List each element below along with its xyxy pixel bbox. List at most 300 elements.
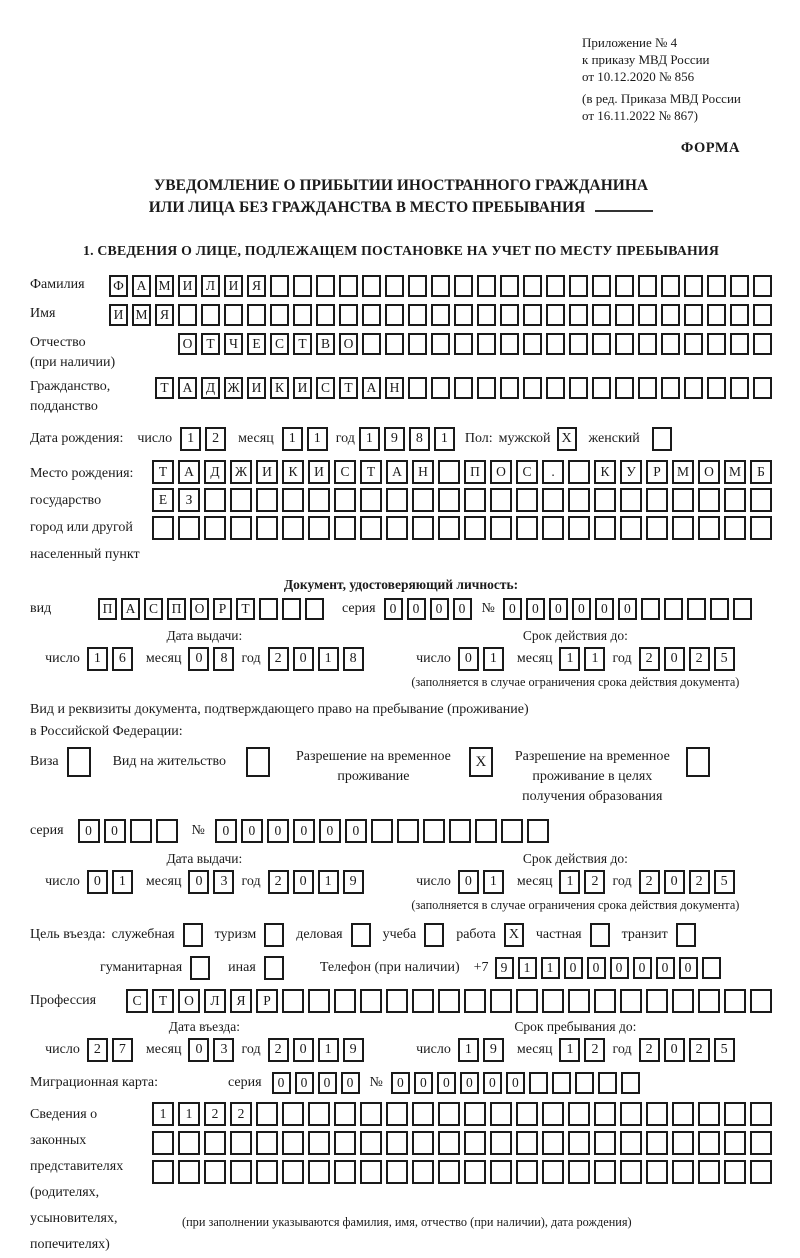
form-cell[interactable]: 1	[483, 647, 504, 671]
form-cell[interactable]	[308, 989, 330, 1013]
form-cell[interactable]	[360, 488, 382, 512]
form-cell[interactable]	[464, 488, 486, 512]
form-cell[interactable]	[724, 1160, 746, 1184]
form-cell[interactable]: 1	[152, 1102, 174, 1126]
form-cell[interactable]	[256, 1131, 278, 1155]
form-cell[interactable]: 1	[318, 647, 339, 671]
form-cell[interactable]	[750, 516, 772, 540]
form-cell[interactable]	[454, 377, 473, 399]
form-cell[interactable]: Т	[339, 377, 358, 399]
form-cell[interactable]: А	[178, 460, 200, 484]
form-cell[interactable]	[201, 304, 220, 326]
purpose-humanitarian-checkbox[interactable]	[190, 956, 210, 980]
doc-series-cells[interactable]	[384, 598, 472, 620]
form-cell[interactable]: 0	[483, 1072, 502, 1094]
form-cell[interactable]: 1	[559, 647, 580, 671]
surname-cells[interactable]	[109, 275, 772, 297]
form-cell[interactable]	[733, 598, 752, 620]
form-cell[interactable]	[546, 275, 565, 297]
form-cell[interactable]	[568, 1102, 590, 1126]
form-cell[interactable]: О	[698, 460, 720, 484]
form-cell[interactable]: А	[121, 598, 140, 620]
form-cell[interactable]: 5	[714, 870, 735, 894]
form-cell[interactable]: 0	[319, 819, 341, 843]
form-cell[interactable]	[592, 333, 611, 355]
form-cell[interactable]	[620, 1131, 642, 1155]
purpose-study-checkbox[interactable]	[424, 923, 444, 947]
form-cell[interactable]: 0	[549, 598, 568, 620]
form-cell[interactable]	[386, 989, 408, 1013]
form-cell[interactable]	[516, 1160, 538, 1184]
form-cell[interactable]: 1	[559, 1038, 580, 1062]
form-cell[interactable]	[423, 819, 445, 843]
form-cell[interactable]: 0	[503, 598, 522, 620]
form-cell[interactable]: М	[672, 460, 694, 484]
form-cell[interactable]: 9	[343, 870, 364, 894]
form-cell[interactable]	[178, 304, 197, 326]
form-cell[interactable]	[724, 488, 746, 512]
patronymic-cells[interactable]	[178, 333, 772, 355]
form-cell[interactable]: 2	[584, 870, 605, 894]
form-cell[interactable]	[282, 488, 304, 512]
entry-month-cells[interactable]	[188, 1038, 234, 1062]
form-cell[interactable]: Я	[247, 275, 266, 297]
form-cell[interactable]	[152, 1160, 174, 1184]
form-cell[interactable]: 1	[559, 870, 580, 894]
form-cell[interactable]	[490, 989, 512, 1013]
form-cell[interactable]: 1	[178, 1102, 200, 1126]
entry-day-cells[interactable]	[87, 1038, 133, 1062]
form-cell[interactable]	[500, 304, 519, 326]
form-cell[interactable]: 0	[295, 1072, 314, 1094]
form-cell[interactable]: И	[256, 460, 278, 484]
res-expiry-month-cells[interactable]	[559, 870, 605, 894]
form-cell[interactable]	[334, 1102, 356, 1126]
form-cell[interactable]	[638, 304, 657, 326]
form-cell[interactable]: К	[270, 377, 289, 399]
form-cell[interactable]: 1	[180, 427, 201, 451]
form-cell[interactable]: 0	[618, 598, 637, 620]
purpose-private-checkbox[interactable]	[590, 923, 610, 947]
residence-permit-checkbox[interactable]	[246, 747, 270, 777]
form-cell[interactable]	[178, 1160, 200, 1184]
form-cell[interactable]	[230, 516, 252, 540]
form-cell[interactable]	[256, 488, 278, 512]
form-cell[interactable]	[270, 304, 289, 326]
form-cell[interactable]	[282, 1160, 304, 1184]
birth-year-cells[interactable]	[359, 427, 455, 451]
res-expiry-year-cells[interactable]	[639, 870, 735, 894]
form-cell[interactable]	[620, 516, 642, 540]
form-cell[interactable]	[753, 333, 772, 355]
form-cell[interactable]: 0	[272, 1072, 291, 1094]
form-cell[interactable]	[620, 488, 642, 512]
form-cell[interactable]: 5	[714, 1038, 735, 1062]
form-cell[interactable]: 1	[458, 1038, 479, 1062]
form-cell[interactable]	[339, 304, 358, 326]
purpose-transit-checkbox[interactable]	[676, 923, 696, 947]
sex-male-checkbox[interactable]: X	[557, 427, 577, 451]
form-cell[interactable]	[408, 304, 427, 326]
form-cell[interactable]	[684, 333, 703, 355]
form-cell[interactable]	[750, 488, 772, 512]
stay-day-cells[interactable]	[458, 1038, 504, 1062]
form-cell[interactable]: П	[167, 598, 186, 620]
form-cell[interactable]	[516, 516, 538, 540]
form-cell[interactable]	[529, 1072, 548, 1094]
form-cell[interactable]	[568, 1131, 590, 1155]
form-cell[interactable]: 0	[293, 1038, 314, 1062]
form-cell[interactable]: 0	[595, 598, 614, 620]
form-cell[interactable]	[638, 377, 657, 399]
form-cell[interactable]	[431, 275, 450, 297]
form-cell[interactable]	[724, 989, 746, 1013]
form-cell[interactable]	[594, 488, 616, 512]
form-cell[interactable]	[282, 1131, 304, 1155]
form-cell[interactable]	[256, 1160, 278, 1184]
form-cell[interactable]	[730, 304, 749, 326]
form-cell[interactable]	[362, 333, 381, 355]
form-cell[interactable]: 2	[639, 1038, 660, 1062]
doc-kind-cells[interactable]	[98, 598, 324, 620]
form-cell[interactable]	[568, 989, 590, 1013]
form-cell[interactable]	[594, 1131, 616, 1155]
form-cell[interactable]	[256, 516, 278, 540]
form-cell[interactable]	[431, 377, 450, 399]
form-cell[interactable]	[646, 1131, 668, 1155]
form-cell[interactable]: Я	[155, 304, 174, 326]
form-cell[interactable]: 0	[267, 819, 289, 843]
form-cell[interactable]: С	[270, 333, 289, 355]
form-cell[interactable]	[362, 304, 381, 326]
form-cell[interactable]	[698, 1160, 720, 1184]
form-cell[interactable]	[438, 1131, 460, 1155]
form-cell[interactable]: Д	[204, 460, 226, 484]
form-cell[interactable]: Т	[201, 333, 220, 355]
form-cell[interactable]	[687, 598, 706, 620]
form-cell[interactable]	[204, 516, 226, 540]
form-cell[interactable]: Т	[155, 377, 174, 399]
legal-cells-line1[interactable]	[152, 1102, 772, 1126]
form-cell[interactable]	[750, 1102, 772, 1126]
form-cell[interactable]	[698, 1102, 720, 1126]
form-cell[interactable]: 2	[689, 870, 710, 894]
form-cell[interactable]	[308, 1131, 330, 1155]
form-cell[interactable]	[385, 333, 404, 355]
form-cell[interactable]	[408, 333, 427, 355]
form-cell[interactable]	[542, 1102, 564, 1126]
form-cell[interactable]: 2	[689, 1038, 710, 1062]
form-cell[interactable]	[490, 488, 512, 512]
form-cell[interactable]: 0	[384, 598, 403, 620]
legal-cells-line2[interactable]	[152, 1131, 772, 1155]
form-cell[interactable]	[490, 1160, 512, 1184]
form-cell[interactable]: 0	[664, 870, 685, 894]
res-expiry-day-cells[interactable]	[458, 870, 504, 894]
form-cell[interactable]	[569, 377, 588, 399]
form-cell[interactable]: 3	[213, 1038, 234, 1062]
form-cell[interactable]	[516, 488, 538, 512]
form-cell[interactable]: Е	[247, 333, 266, 355]
form-cell[interactable]	[438, 460, 460, 484]
form-cell[interactable]	[750, 989, 772, 1013]
form-cell[interactable]	[412, 1102, 434, 1126]
form-cell[interactable]: 1	[483, 870, 504, 894]
form-cell[interactable]	[130, 819, 152, 843]
expiry-year-cells[interactable]	[639, 647, 735, 671]
purpose-tourism-checkbox[interactable]	[264, 923, 284, 947]
birthplace-cells-line2[interactable]	[152, 488, 772, 512]
form-cell[interactable]	[615, 333, 634, 355]
form-cell[interactable]	[753, 304, 772, 326]
form-cell[interactable]	[516, 1102, 538, 1126]
form-cell[interactable]: 0	[437, 1072, 456, 1094]
form-cell[interactable]: Б	[750, 460, 772, 484]
form-cell[interactable]	[546, 304, 565, 326]
form-cell[interactable]: 0	[188, 647, 209, 671]
form-cell[interactable]	[575, 1072, 594, 1094]
form-cell[interactable]	[501, 819, 523, 843]
form-cell[interactable]	[477, 333, 496, 355]
form-cell[interactable]	[282, 598, 301, 620]
form-cell[interactable]	[204, 1160, 226, 1184]
form-cell[interactable]	[408, 275, 427, 297]
form-cell[interactable]: 0	[341, 1072, 360, 1094]
form-cell[interactable]: А	[178, 377, 197, 399]
form-cell[interactable]: 2	[268, 647, 289, 671]
form-cell[interactable]	[412, 488, 434, 512]
form-cell[interactable]: 2	[87, 1038, 108, 1062]
form-cell[interactable]: Л	[201, 275, 220, 297]
form-cell[interactable]: 1	[87, 647, 108, 671]
form-cell[interactable]: Ж	[224, 377, 243, 399]
form-cell[interactable]	[672, 1131, 694, 1155]
form-cell[interactable]	[178, 516, 200, 540]
birthplace-cells-line3[interactable]	[152, 516, 772, 540]
form-cell[interactable]: 0	[458, 647, 479, 671]
sex-female-checkbox[interactable]	[652, 427, 672, 451]
form-cell[interactable]: 7	[112, 1038, 133, 1062]
form-cell[interactable]	[500, 333, 519, 355]
form-cell[interactable]: 0	[414, 1072, 433, 1094]
form-cell[interactable]	[707, 333, 726, 355]
form-cell[interactable]	[230, 1131, 252, 1155]
form-cell[interactable]	[646, 516, 668, 540]
form-cell[interactable]	[546, 377, 565, 399]
visa-checkbox[interactable]	[67, 747, 91, 777]
issue-year-cells[interactable]	[268, 647, 364, 671]
form-cell[interactable]: 2	[268, 1038, 289, 1062]
form-cell[interactable]	[568, 1160, 590, 1184]
form-cell[interactable]: 0	[453, 598, 472, 620]
form-cell[interactable]: 1	[359, 427, 380, 451]
form-cell[interactable]	[397, 819, 419, 843]
form-cell[interactable]	[707, 304, 726, 326]
form-cell[interactable]: 0	[633, 957, 652, 979]
form-cell[interactable]	[500, 275, 519, 297]
form-cell[interactable]: О	[190, 598, 209, 620]
form-cell[interactable]	[247, 304, 266, 326]
form-cell[interactable]: .	[542, 460, 564, 484]
form-cell[interactable]	[592, 304, 611, 326]
form-cell[interactable]	[308, 1102, 330, 1126]
form-cell[interactable]	[615, 275, 634, 297]
form-cell[interactable]	[204, 488, 226, 512]
form-cell[interactable]	[438, 989, 460, 1013]
purpose-business-trip-checkbox[interactable]	[183, 923, 203, 947]
form-cell[interactable]	[523, 304, 542, 326]
form-cell[interactable]: С	[516, 460, 538, 484]
form-cell[interactable]	[305, 598, 324, 620]
form-cell[interactable]	[362, 275, 381, 297]
form-cell[interactable]: 1	[307, 427, 328, 451]
form-cell[interactable]	[293, 304, 312, 326]
form-cell[interactable]	[730, 377, 749, 399]
doc-number-cells[interactable]	[503, 598, 752, 620]
form-cell[interactable]	[371, 819, 393, 843]
form-cell[interactable]: Ч	[224, 333, 243, 355]
form-cell[interactable]	[684, 275, 703, 297]
form-cell[interactable]: 0	[241, 819, 263, 843]
form-cell[interactable]: 0	[87, 870, 108, 894]
form-cell[interactable]: 1	[518, 957, 537, 979]
form-cell[interactable]: И	[247, 377, 266, 399]
form-cell[interactable]: П	[464, 460, 486, 484]
form-cell[interactable]: 5	[714, 647, 735, 671]
form-cell[interactable]: С	[126, 989, 148, 1013]
entry-year-cells[interactable]	[268, 1038, 364, 1062]
form-cell[interactable]	[316, 304, 335, 326]
form-cell[interactable]: О	[490, 460, 512, 484]
form-cell[interactable]	[753, 275, 772, 297]
form-cell[interactable]	[282, 1102, 304, 1126]
form-cell[interactable]	[360, 516, 382, 540]
form-cell[interactable]	[546, 333, 565, 355]
form-cell[interactable]	[702, 957, 721, 979]
form-cell[interactable]	[569, 333, 588, 355]
form-cell[interactable]	[621, 1072, 640, 1094]
form-cell[interactable]	[730, 333, 749, 355]
form-cell[interactable]: К	[282, 460, 304, 484]
form-cell[interactable]: 0	[391, 1072, 410, 1094]
form-cell[interactable]	[672, 516, 694, 540]
form-cell[interactable]: Л	[204, 989, 226, 1013]
form-cell[interactable]: 1	[318, 870, 339, 894]
form-cell[interactable]	[542, 1131, 564, 1155]
purpose-business-checkbox[interactable]	[351, 923, 371, 947]
form-cell[interactable]	[707, 377, 726, 399]
form-cell[interactable]	[360, 1102, 382, 1126]
form-cell[interactable]	[698, 1131, 720, 1155]
form-cell[interactable]: Р	[213, 598, 232, 620]
form-cell[interactable]: А	[362, 377, 381, 399]
res-number-cells[interactable]	[215, 819, 549, 843]
form-cell[interactable]	[542, 1160, 564, 1184]
form-cell[interactable]	[334, 1131, 356, 1155]
form-cell[interactable]	[672, 989, 694, 1013]
form-cell[interactable]: Т	[236, 598, 255, 620]
form-cell[interactable]: 1	[541, 957, 560, 979]
form-cell[interactable]: 0	[188, 1038, 209, 1062]
form-cell[interactable]: 8	[343, 647, 364, 671]
stay-month-cells[interactable]	[559, 1038, 605, 1062]
form-cell[interactable]	[620, 1102, 642, 1126]
migcard-number-cells[interactable]	[391, 1072, 640, 1094]
form-cell[interactable]: Ж	[230, 460, 252, 484]
form-cell[interactable]	[334, 488, 356, 512]
form-cell[interactable]	[360, 989, 382, 1013]
form-cell[interactable]	[646, 989, 668, 1013]
form-cell[interactable]	[259, 598, 278, 620]
form-cell[interactable]	[454, 275, 473, 297]
form-cell[interactable]	[339, 275, 358, 297]
form-cell[interactable]	[282, 989, 304, 1013]
form-cell[interactable]: И	[293, 377, 312, 399]
form-cell[interactable]: Е	[152, 488, 174, 512]
form-cell[interactable]: 2	[268, 870, 289, 894]
form-cell[interactable]: У	[620, 460, 642, 484]
form-cell[interactable]	[568, 460, 590, 484]
form-cell[interactable]: 1	[584, 647, 605, 671]
form-cell[interactable]: Я	[230, 989, 252, 1013]
form-cell[interactable]	[412, 1160, 434, 1184]
form-cell[interactable]: 0	[564, 957, 583, 979]
form-cell[interactable]: 1	[318, 1038, 339, 1062]
res-series-cells[interactable]	[78, 819, 178, 843]
form-cell[interactable]	[464, 516, 486, 540]
form-cell[interactable]: И	[224, 275, 243, 297]
form-cell[interactable]	[477, 275, 496, 297]
res-issue-month-cells[interactable]	[188, 870, 234, 894]
form-cell[interactable]: 2	[205, 427, 226, 451]
form-cell[interactable]	[527, 819, 549, 843]
form-cell[interactable]: 0	[407, 598, 426, 620]
form-cell[interactable]	[282, 516, 304, 540]
form-cell[interactable]: 0	[318, 1072, 337, 1094]
form-cell[interactable]	[408, 377, 427, 399]
form-cell[interactable]	[750, 1131, 772, 1155]
form-cell[interactable]: 0	[656, 957, 675, 979]
form-cell[interactable]: 0	[664, 1038, 685, 1062]
form-cell[interactable]	[386, 1102, 408, 1126]
form-cell[interactable]	[707, 275, 726, 297]
form-cell[interactable]	[490, 1131, 512, 1155]
form-cell[interactable]	[638, 333, 657, 355]
form-cell[interactable]	[523, 333, 542, 355]
form-cell[interactable]: 0	[572, 598, 591, 620]
form-cell[interactable]: Р	[646, 460, 668, 484]
form-cell[interactable]	[615, 377, 634, 399]
form-cell[interactable]	[438, 516, 460, 540]
form-cell[interactable]: О	[178, 989, 200, 1013]
form-cell[interactable]	[661, 377, 680, 399]
form-cell[interactable]	[523, 275, 542, 297]
form-cell[interactable]	[270, 275, 289, 297]
form-cell[interactable]	[724, 1102, 746, 1126]
form-cell[interactable]	[646, 488, 668, 512]
expiry-day-cells[interactable]	[458, 647, 504, 671]
form-cell[interactable]: 2	[584, 1038, 605, 1062]
form-cell[interactable]	[500, 377, 519, 399]
birth-day-cells[interactable]	[180, 427, 226, 451]
form-cell[interactable]: Р	[256, 989, 278, 1013]
form-cell[interactable]: А	[132, 275, 151, 297]
form-cell[interactable]	[178, 1131, 200, 1155]
form-cell[interactable]	[592, 275, 611, 297]
form-cell[interactable]	[710, 598, 729, 620]
form-cell[interactable]	[464, 1160, 486, 1184]
form-cell[interactable]	[438, 1160, 460, 1184]
